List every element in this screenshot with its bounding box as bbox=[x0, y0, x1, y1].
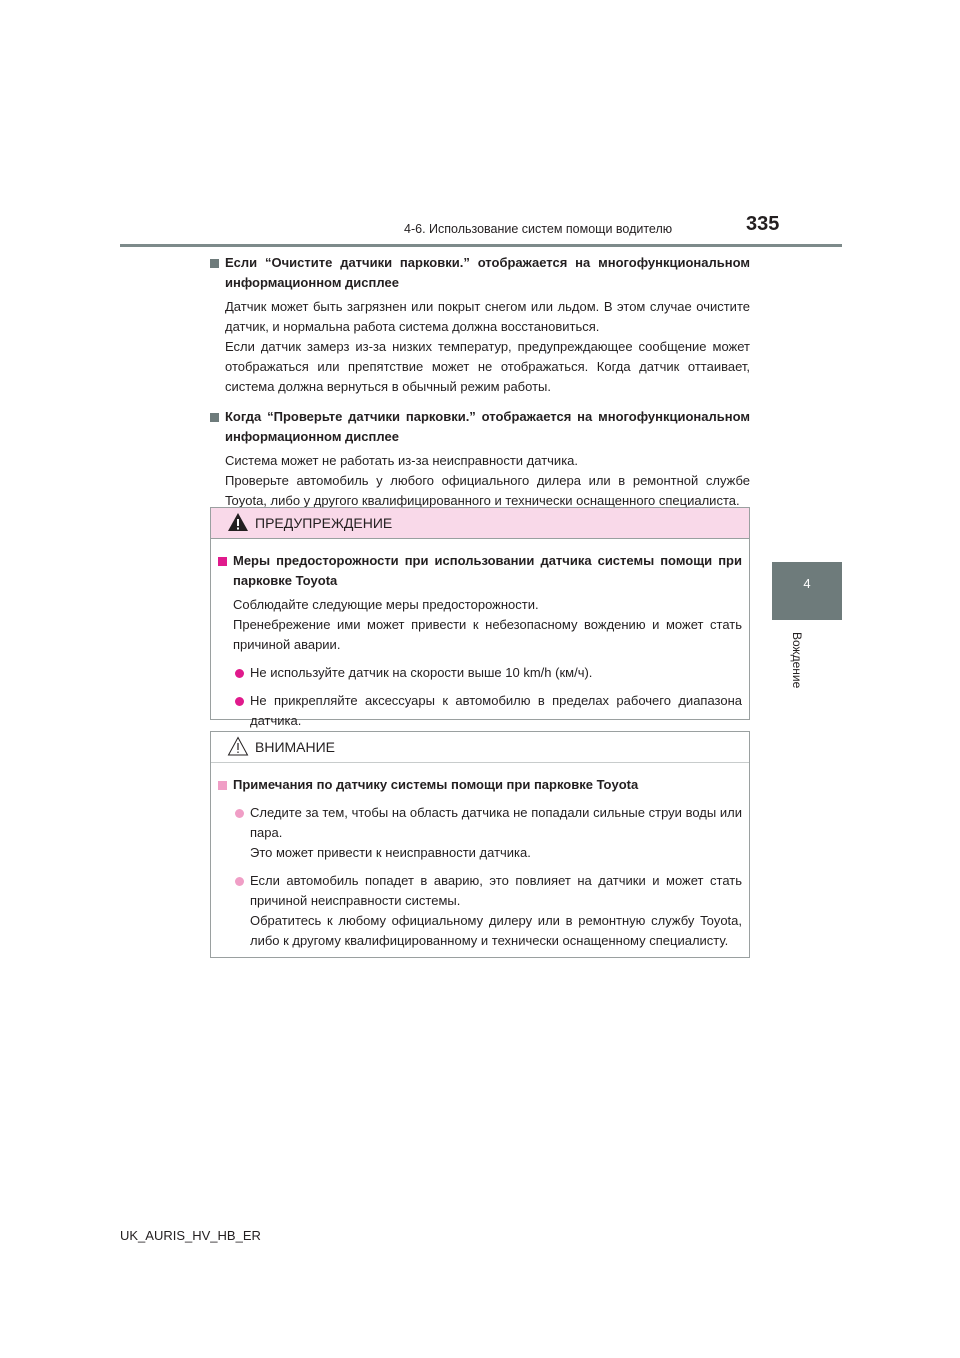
chapter-label-wrap bbox=[788, 632, 808, 692]
round-bullet-icon bbox=[235, 877, 244, 886]
notice-bullet bbox=[218, 871, 742, 951]
warning-intro: Соблюдайте следующие меры предосторожности. bbox=[233, 597, 539, 612]
warning-intro: Пренебрежение ими может привести к небезопасному вождению и может стать причиной аварии. bbox=[233, 617, 742, 652]
paragraph: Проверьте автомобиль у любого официального дилера или в ремонтной службе Toyota, либо у другого квалифицированного и технически оснащенного специалиста. bbox=[225, 473, 750, 508]
section-title: 4-6. Использование систем помощи водителю bbox=[404, 222, 673, 236]
warning-title: ПРЕДУПРЕЖДЕНИЕ bbox=[255, 515, 393, 531]
heading-text: Меры предосторожности при использовании датчика системы помощи при парковке Toyota bbox=[233, 553, 742, 588]
chapter-label: Вождение bbox=[790, 632, 804, 689]
paragraph: Система может не работать из-за неисправности датчика. bbox=[225, 453, 579, 468]
warning-bullet bbox=[218, 691, 742, 731]
notice-header bbox=[211, 732, 749, 763]
main-content bbox=[210, 253, 750, 511]
warning-triangle-icon bbox=[227, 512, 249, 532]
section-heading-check-sensors bbox=[210, 407, 750, 447]
paragraph: Если датчик замерз из-за низких температур, предупреждающее сообщение может отображаться или препятствие может не отображаться. Когда датчик оттаивает, система должна вернуться в обычный режим работы. bbox=[225, 339, 750, 394]
notice-heading bbox=[218, 775, 742, 795]
bullet-text: Обратитесь к любому официальному дилеру или в ремонтную службу Toyota, либо к другому квалифицированному и технически оснащенному специалисту. bbox=[250, 913, 742, 948]
notice-title: ВНИМАНИЕ bbox=[255, 739, 336, 755]
heading-text: Если “Очистите датчики парковки.” отображается на многофункциональном информационном дисплее bbox=[225, 255, 750, 290]
heading-text: Примечания по датчику системы помощи при парковке Toyota bbox=[233, 777, 639, 792]
section-heading-clean-sensors bbox=[210, 253, 750, 293]
warning-bullet bbox=[218, 663, 742, 683]
square-bullet-icon bbox=[210, 259, 219, 268]
chapter-tab bbox=[772, 562, 842, 620]
warning-heading bbox=[218, 551, 742, 591]
round-bullet-icon bbox=[235, 809, 244, 818]
caution-triangle-icon bbox=[227, 736, 249, 756]
warning-header bbox=[211, 508, 749, 539]
document-code: UK_AURIS_HV_HB_ER bbox=[120, 1228, 261, 1243]
notice-box bbox=[210, 731, 750, 958]
warning-box bbox=[210, 507, 750, 728]
header-divider bbox=[120, 244, 842, 247]
round-bullet-icon bbox=[235, 669, 244, 678]
square-bullet-icon bbox=[218, 781, 227, 790]
bullet-text: Следите за тем, чтобы на область датчика не попадали сильные струи воды или пара. bbox=[250, 805, 742, 840]
bullet-text: Не используйте датчик на скорости выше 10 km/h (км/ч). bbox=[250, 665, 593, 680]
notice-bullet bbox=[218, 803, 742, 863]
paragraph: Датчик может быть загрязнен или покрыт снегом или льдом. В этом случае очистите датчик, и нормальна работа система должна восстановиться. bbox=[225, 299, 750, 334]
square-bullet-icon bbox=[218, 557, 227, 566]
bullet-text: Это может привести к неисправности датчика. bbox=[250, 845, 531, 860]
round-bullet-icon bbox=[235, 697, 244, 706]
page-number: 335 bbox=[746, 213, 780, 235]
chapter-number: 4 bbox=[803, 576, 811, 591]
square-bullet-icon bbox=[210, 413, 219, 422]
bullet-text: Если автомобиль попадет в аварию, это повлияет на датчики и может стать причиной неисправности системы. bbox=[250, 873, 742, 908]
bullet-text: Не прикрепляйте аксессуары к автомобилю в пределах рабочего диапазона датчика. bbox=[250, 693, 742, 728]
heading-text: Когда “Проверьте датчики парковки.” отображается на многофункциональном информационном дисплее bbox=[225, 409, 750, 444]
